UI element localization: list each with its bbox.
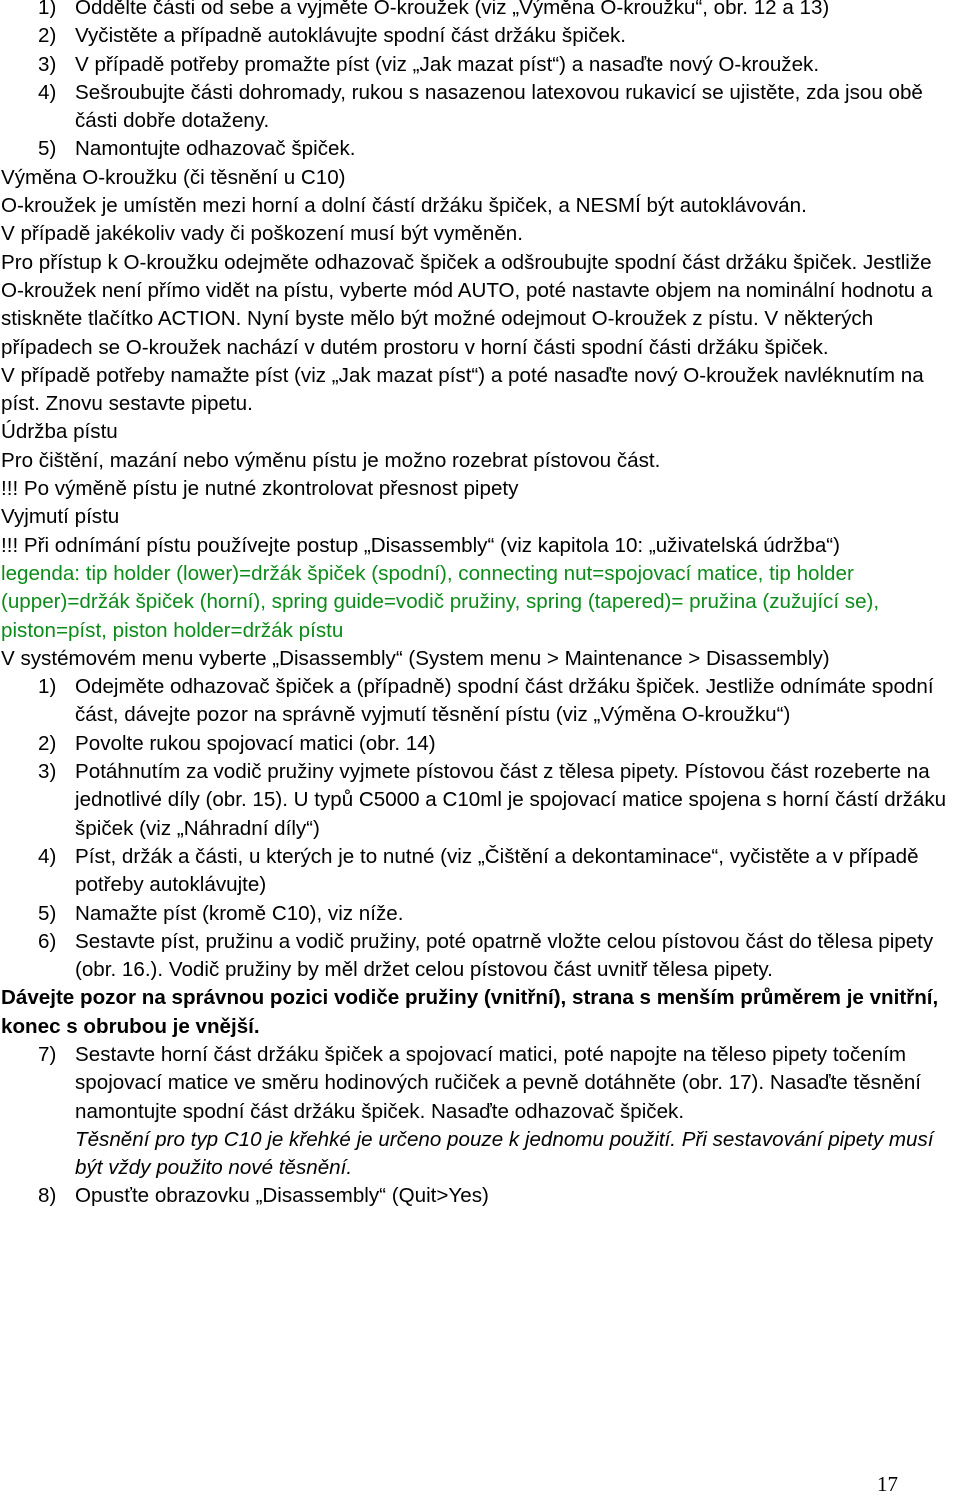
item-text: V případě potřeby promažte píst (viz „Jak mazat píst“) a nasaďte nový O-kroužek. (75, 52, 820, 76)
item-text: Sešroubujte části dohromady, rukou s nasazenou latexovou rukavicí se ujistěte, zda jsou obě části dobře dotaženy. (75, 80, 923, 133)
list-item (0, 673, 960, 730)
section-heading-piston: Údržba pístu (1, 420, 118, 444)
item-number: 5) (38, 901, 57, 925)
item-number: 4) (38, 80, 57, 104)
item-text: Namažte píst (kromě C10), viz níže. (75, 901, 404, 925)
item-number: 7) (38, 1042, 57, 1066)
list-item (0, 730, 960, 758)
item-text: Povolte rukou spojovací matici (obr. 14) (75, 731, 436, 755)
list-item (0, 758, 960, 843)
item-text: Potáhnutím za vodič pružiny vyjmete pístovou část z tělesa pipety. Pístovou část rozeberte na jednotlivé díly (obr. 15). U typů C5000 a C10ml je spojovací matice spojena s horní částí držáku špiček (viz „Náhradní díly“) (75, 760, 947, 840)
list-item (0, 79, 960, 136)
item-text: Sestavte píst, pružinu a vodič pružiny, poté opatrně vložte celou pístovou část do tělesa pipety (obr. 16.). Vodič pružiny by měl držet celou pístovou část uvnitř tělesa pipety. (75, 929, 934, 982)
italic-note: Těsnění pro typ C10 je křehké je určeno pouze k jednomu použití. Při sestavování pipety musí být vždy použito nové těsnění. (75, 1127, 934, 1180)
list-item (0, 22, 960, 50)
item-text: Namontujte odhazovač špiček. (75, 137, 356, 161)
item-number: 3) (38, 52, 57, 76)
list-item (0, 1182, 960, 1210)
paragraph: Pro přístup k O-kroužku odejměte odhazovač špiček a odšroubujte spodní část držáku špiček. Jestliže O-kroužek není přímo vidět na pístu, vyberte mód AUTO, poté nastavte objem na nominální hodnotu a stiskněte tlačítko ACTION. Nyní byste mělo být možné odejmout O-kroužek z pístu. V některých případech se O-kroužek nachází v dutém prostoru v horní části spodní části držáku špiček. (1, 250, 933, 359)
item-number: 5) (38, 137, 57, 161)
list-item (0, 928, 960, 985)
item-number: 1) (38, 0, 57, 19)
item-number: 4) (38, 844, 57, 868)
item-number: 2) (38, 24, 57, 48)
item-text: Opusťte obrazovku „Disassembly“ (Quit>Yes) (75, 1184, 489, 1208)
list-item (0, 51, 960, 79)
list-item (0, 900, 960, 928)
paragraph: V systémovém menu vyberte „Disassembly“ (System menu > Maintenance > Disassembly) (1, 646, 830, 670)
steps-list-assembly (0, 1041, 960, 1126)
paragraph: O-kroužek je umístěn mezi horní a dolní částí držáku špiček, a NESMÍ být autoklávován. (1, 194, 807, 218)
paragraph: Pro čištění, mazání nebo výměnu pístu je možno rozebrat pístovou část. (1, 448, 661, 472)
item-text: Píst, držák a části, u kterých je to nutné (viz „Čištění a dekontaminace“, vyčistěte a v případě potřeby autoklávujte) (75, 844, 919, 897)
item-number: 2) (38, 731, 57, 755)
page-number: 17 (877, 1472, 898, 1496)
subheading-piston-removal: Vyjmutí pístu (1, 505, 120, 529)
item-text: Vyčistěte a případně autoklávujte spodní část držáku špiček. (75, 24, 627, 48)
steps-list-replace-oring (0, 0, 960, 164)
warning-paragraph: !!! Po výměně pístu je nutné zkontrolovat přesnost pipety (1, 477, 519, 501)
item-number: 1) (38, 675, 57, 699)
item-number: 8) (38, 1184, 57, 1208)
item-number: 6) (38, 929, 57, 953)
paragraph: V případě jakékoliv vady či poškození musí být vyměněn. (1, 222, 523, 246)
item-number: 3) (38, 760, 57, 784)
list-item (0, 1041, 960, 1126)
list-item (0, 843, 960, 900)
item-text: Sestavte horní část držáku špiček a spojovací matici, poté napojte na těleso pipety točením spojovací matice ve směru hodinových ručiček a pevně dotáhněte (obr. 17). Nasaďte těsnění namontujte spodní část držáku špiček. Nasaďte odhazovač špiček. (75, 1042, 922, 1123)
steps-list-exit (0, 1182, 960, 1210)
warning-paragraph: !!! Při odnímání pístu používejte postup „Disassembly“ (viz kapitola 10: „uživatelská údržba“) (1, 533, 840, 557)
list-item (0, 0, 960, 22)
section-heading-oring: Výměna O-kroužku (či těsnění u C10) (1, 165, 346, 189)
item-text: Odejměte odhazovač špiček a (případně) spodní část držáku špiček. Jestliže odnímáte spodní část, dávejte pozor na správně vyjmutí těsnění pístu (viz „Výměna O-kroužku“) (75, 675, 934, 727)
bold-warning: Dávejte pozor na správnou pozici vodiče pružiny (vnitřní), strana s menším průměrem je vnitřní, konec s obrubou je vnější. (1, 986, 939, 1038)
legend-paragraph: legenda: tip holder (lower)=držák špiček (spodní), connecting nut=spojovací matice, tip holder (upper)=držák špiček (horní), spring guide=vodič pružiny, spring (tapered)= pružina (zužující se), piston=píst, piston holder=držák pístu (1, 561, 880, 642)
paragraph: V případě potřeby namažte píst (viz „Jak mazat píst“) a poté nasaďte nový O-kroužek navléknutím na píst. Znovu sestavte pipetu. (1, 363, 924, 416)
item-text: Oddělte části od sebe a vyjměte O-kroužek (viz „Výměna O-kroužku“, obr. 12 a 13) (75, 0, 830, 19)
list-item (0, 135, 960, 163)
steps-list-disassembly (0, 673, 960, 984)
